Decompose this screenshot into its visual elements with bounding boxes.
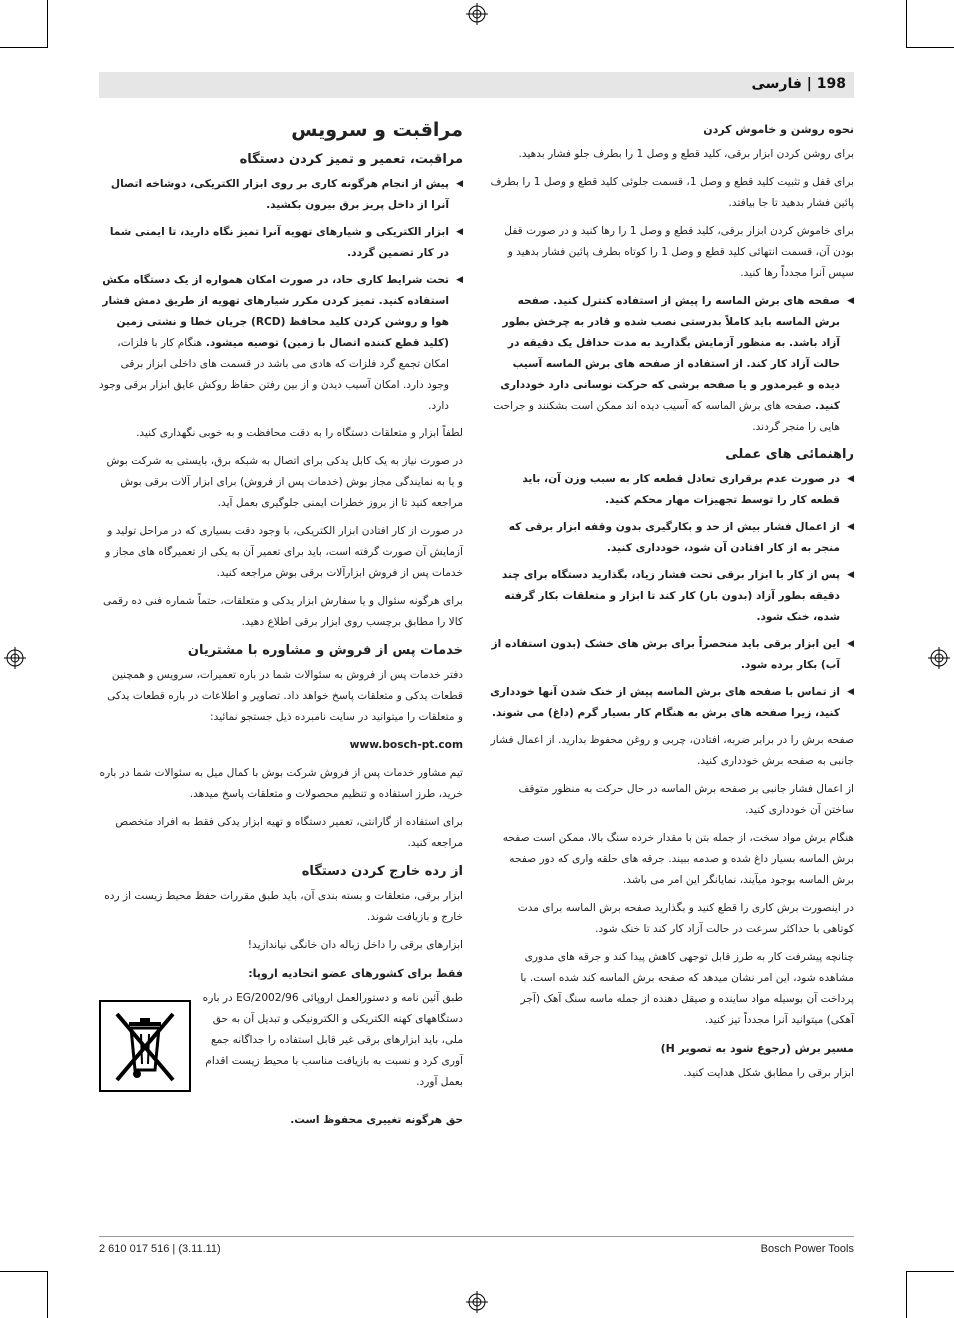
eu-paragraph: طبق آئین نامه و دستورالعمل اروپائی 2002/96/EG در باره دستگاههای کهنه الکتریکی و الکترونیکی و تبدیل آن به حق ملی، باید ابزارهای برقی غیر قابل استفاده را جداگانه جمع آوری کرد و نسبت به بازیافت مناسب با محیط زیست اقدام بعمل آورد.	[202, 992, 463, 1088]
bullet-normal-text: صفحه های برش الماسه که آسیب دیده اند ممکن است بشکنند و جراحت هایی را منجر گردند.	[493, 400, 840, 433]
tip-text: در صورت عدم برقراری تعادل قطعه کار به سبب وزن آن، باید قطعه کار را توسط تجهیزات مهار محکم کنید.	[522, 473, 840, 506]
registration-mark-icon	[466, 3, 488, 25]
body-paragraph: در صورت از کار افتادن ابزار الکتریکی، با وجود دقت بسیاری که در مراحل تولید و آزمایش آن صورت گرفته است، باید برای تعمیر آن به یکی از تعمیرگاه های مجاز و خدمات پس از فروش ابزارآلات برقی بوش مراجعه کنید.	[105, 525, 463, 579]
bullet-text: پیش از انجام هرگونه کاری بر روی ابزار الکتریکی، دوشاخه اتصال آنرا از داخل پریز برق بیرون بکشید.	[110, 178, 449, 211]
right-column	[490, 114, 854, 1091]
crossed-out-wheelie-bin-icon	[99, 1000, 191, 1092]
disposal-heading: از رده خارج کردن دستگاه	[301, 864, 463, 879]
left-column	[99, 114, 463, 1138]
document-code: 2 610 017 516 | (3.11.11)	[99, 1243, 221, 1255]
crop-mark	[0, 1271, 48, 1272]
registration-mark-icon	[466, 1291, 488, 1313]
bullet-bold-text: تحت شرایط کاری حاد، در صورت امکان همواره از یک دستگاه مکش استفاده کنید. تمیز کردن مکرر شیارهای تهویه از طریق دمش فشار هوا و روشن کردن کلید محافظ (RCD) جریان خطا و نشتی زمین (کلید قطع کننده اتصال با زمین) توصیه میشود.	[102, 274, 449, 349]
bullet-bold-text: صفحه های برش الماسه را پیش از استفاده کنترل کنید. صفحه برش الماسه باید کاملاً بدرستی نصب شده و قادر به چرخش بطور آزاد باشد. به منظور آزمایش بگذارید به مدت حداقل یک دقیقه در حالت آزاد کار کند. از استفاده از صفحه های برش الماسه آسیب دیده و غیرمدور و یا صفحه برشی که حرکت نوسانی دارد خودداری کنید.	[500, 295, 840, 412]
section-title: مراقبت و سرویس	[291, 119, 463, 141]
body-paragraph: برای استفاده از گارانتی، تعمیر دستگاه و تهیه ابزار یدکی فقط به افراد متخصص مراجعه کنید.	[115, 816, 463, 849]
crop-mark	[906, 0, 907, 48]
footer-rule	[99, 1236, 854, 1237]
body-paragraph: لطفاً ابزار و متعلقات دستگاه را به دقت محافظت و به خوبی نگهداری کنید.	[136, 427, 463, 439]
bullet-triangle-icon: ◀	[847, 639, 854, 649]
crop-mark	[47, 0, 48, 48]
on-off-heading: نحوه روشن و خاموش کردن	[703, 123, 854, 136]
maintenance-heading: مراقبت، تعمیر و تمیز کردن دستگاه	[239, 152, 463, 167]
on-off-paragraph: برای خاموش کردن ابزار برقی، کلید قطع و وصل 1 را رها کنید و در صورت قفل بودن آن، قسمت انتهائی کلید قطع و وصل 1 را کوتاه بطرف پائین فشار بدهید و سپس آنرا مجدداً رها کنید.	[504, 225, 854, 279]
body-paragraph: در صورت نیاز به یک کابل یدکی برای اتصال به شبکه برق، بایستی به شرکت بوش و یا به نمایندگی مجاز بوش (خدمات پس از فروش) برای ابزار آلات برقی بوش مراجعه کنید تا از بروز خطرات ایمنی جلوگیری بعمل آید.	[106, 455, 463, 509]
tip-text: از اعمال فشار بیش از حد و بکارگیری بدون وقفه ابزار برقی که منجر به از کار افتادن آن شود، خودداری کنید.	[508, 521, 840, 554]
tip-text: پس از کار با ابزار برقی تحت فشار زیاد، بگذارید دستگاه برای چند دقیقه بطور آزاد (بدون بار) کار کند تا ابزار و متعلقات بکار گرفته شده، خنک شود.	[501, 569, 840, 623]
bullet-triangle-icon: ◀	[456, 227, 463, 237]
registration-mark-icon	[928, 647, 950, 669]
bullet-text: ابزار الکتریکی و شیارهای تهویه آنرا تمیز نگاه دارید، تا ایمنی شما در کار تضمین گردد.	[109, 226, 449, 259]
body-paragraph: از اعمال فشار جانبی بر صفحه برش الماسه در حال حرکت به منظور متوقف ساختن آن خودداری کنید.	[518, 783, 854, 816]
tips-heading: راهنمائی های عملی	[725, 447, 854, 462]
crop-mark	[906, 47, 954, 48]
page-number-label: 198 | فارسی	[751, 76, 846, 92]
crop-mark	[906, 1271, 954, 1272]
crop-mark	[0, 47, 48, 48]
on-off-paragraph: برای قفل و تثبیت کلید قطع و وصل 1، قسمت جلوئی کلید قطع و وصل 1 را بطرف پائین فشار بدهید تا جا بیافتد.	[490, 176, 854, 209]
bullet-triangle-icon: ◀	[847, 687, 854, 697]
page-header	[99, 72, 854, 98]
brand-label: Bosch Power Tools	[760, 1243, 854, 1255]
bullet-triangle-icon: ◀	[847, 474, 854, 484]
cutting-path-heading: مسیر برش (رجوع شود به تصویر H)	[660, 1042, 854, 1055]
body-paragraph: ابزارهای برقی را داخل زباله دان خانگی نیاندازید!	[247, 939, 463, 951]
maintenance-bullet	[99, 174, 463, 216]
body-paragraph: در اینصورت برش کاری را قطع کنید و بگذارید صفحه برش الماسه برای مدت کوتاهی با حداکثر سرعت در حالت آزاد کار کند تا خنک شود.	[517, 902, 854, 935]
tip-bullet	[490, 565, 854, 628]
bullet-triangle-icon: ◀	[456, 275, 463, 285]
maintenance-bullet	[99, 222, 463, 264]
tip-text: از تماس با صفحه های برش الماسه پیش از خنک شدن آنها خودداری کنید، زیرا صفحه های برش به هنگام کار بسیار گرم (داغ) می شوند.	[490, 686, 840, 719]
body-paragraph: ابزار برقی را مطابق شکل هدایت کنید.	[683, 1067, 854, 1079]
tip-bullet	[490, 634, 854, 676]
body-paragraph: هنگام برش مواد سخت، از جمله بتن با مقدار خرده سنگ بالا، ممکن است صفحه برش الماسه بسیار داغ شده و صدمه ببیند. جرقه های حلقه واری که دور صفحه برش الماسه بوجود میآیند، نمایانگر این امر می باشد.	[502, 832, 854, 886]
body-paragraph: تیم مشاور خدمات پس از فروش شرکت بوش با کمال میل به سئوالات شما در باره خرید، طرز استفاده و تنظیم محصولات و متعلقات پاسخ میدهد.	[99, 767, 463, 800]
body-paragraph: برای هرگونه سئوال و یا سفارش ابزار یدکی و متعلقات، حتماً شماره فنی ده رقمی کالا را مطابق برچسب روی ابزار برقی اطلاع دهید.	[103, 595, 463, 628]
body-paragraph: چنانچه پیشرفت کار به طرز قابل توجهی کاهش پیدا کند و جرقه های مدوری مشاهده شود، این امر نشان میدهد که صفحه برش الماسه کند شده است. با پرداخت آن بوسیله مواد ساینده و صیقل دهنده از جمله ماسه سنگ آهک (آجر آهکی) میتوانید آنرا مجدداً تیز کنید.	[520, 951, 854, 1026]
bullet-triangle-icon: ◀	[456, 179, 463, 189]
on-off-paragraph: برای روشن کردن ابزار برقی، کلید قطع و وصل 1 را بطرف جلو فشار بدهید.	[518, 148, 854, 160]
eu-heading: فقط برای کشورهای عضو اتحادیه اروپا:	[248, 967, 463, 980]
body-paragraph: دفتر خدمات پس از فروش به سئوالات شما در باره تعمیرات، سرویس و همچنین قطعات یدکی و متعلقات پاسخ خواهد داد. تصاویر و اطلاعات در باره قطعات یدکی و متعلقات را میتوانید در سایت نامبرده ذیل جستجو نمائید:	[107, 669, 463, 723]
rights-reserved: حق هرگونه تغییری محفوظ است.	[290, 1114, 463, 1126]
tip-text: این ابزار برقی باید منحصراً برای برش های خشک (بدون استفاده از آب) بکار برده شود.	[491, 638, 840, 671]
crop-mark	[906, 1271, 907, 1318]
bullet-triangle-icon: ◀	[847, 296, 854, 306]
bullet-triangle-icon: ◀	[847, 522, 854, 532]
bullet-triangle-icon: ◀	[847, 570, 854, 580]
tip-bullet	[490, 517, 854, 559]
service-heading: خدمات پس از فروش و مشاوره با مشتریان	[187, 643, 463, 658]
registration-mark-icon	[4, 647, 26, 669]
maintenance-bullet	[99, 270, 463, 417]
body-paragraph: ابزار برقی، متعلقات و بسته بندی آن، باید طبق مقررات حفظ محیط زیست از رده خارج و بازیافت شوند.	[104, 890, 463, 923]
website-link[interactable]: www.bosch-pt.com	[349, 739, 463, 751]
body-paragraph: صفحه برش را در برابر ضربه، افتادن، چربی و روغن محفوظ بدارید. از اعمال فشار جانبی به صفحه برش خودداری کنید.	[490, 734, 854, 767]
weee-block	[99, 988, 463, 1100]
crop-mark	[47, 1271, 48, 1318]
safety-bullet	[490, 291, 854, 438]
bullet-normal-text: هنگام کار با فلزات، امکان تجمع گرد فلزات که هادی می باشد در قسمت های داخلی ابزار برقی وجود دارد. امکان آسیب دیدن و از بین رفتن حفاظ روکش عایق ابزار برقی وجود دارد.	[99, 337, 449, 412]
tip-bullet	[490, 682, 854, 724]
tip-bullet	[490, 469, 854, 511]
